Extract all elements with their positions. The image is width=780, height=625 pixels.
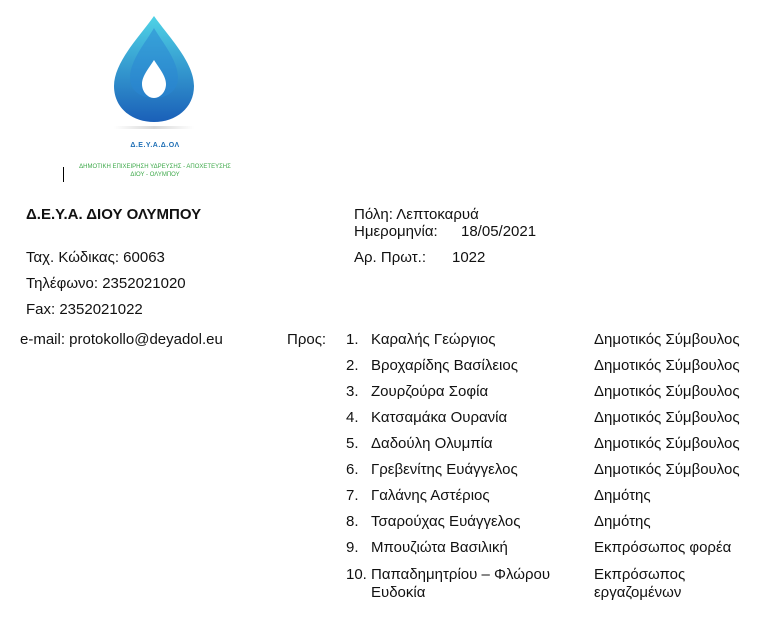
logo-subtitle-line1: ΔΗΜΟΤΙΚΗ ΕΠΙΧΕΙΡΗΣΗ ΥΔΡΕΥΣΗΣ - ΑΠΟΧΕΤΕΥΣΗΣ: [79, 164, 231, 170]
org-name: Δ.Ε.Υ.Α. ΔΙΟΥ ΟΛΥΜΠΟΥ: [26, 206, 202, 223]
recipient-role: Δημοτικός Σύμβουλος: [594, 409, 740, 426]
fax-number: Fax: 2352021022: [26, 301, 143, 318]
protocol-value: 1022: [452, 249, 486, 266]
recipient-name: Βροχαρίδης Βασίλειος: [371, 357, 518, 374]
recipient-role: Δημοτικός Σύμβουλος: [594, 357, 740, 374]
recipient-role: Εκπρόσωπος φορέα: [594, 539, 732, 556]
recipient-number: 3.: [346, 383, 359, 400]
recipient-name: Ζουρζούρα Σοφία: [371, 383, 489, 400]
recipient-role: Δημότης: [594, 487, 651, 504]
email-address: e-mail: protokollo@deyadol.eu: [20, 331, 223, 348]
city: Πόλη: Λεπτοκαρυά: [354, 206, 479, 223]
recipient-role: Δημοτικός Σύμβουλος: [594, 383, 740, 400]
logo-name: Δ.Ε.Υ.Α.Δ.ΟΛ: [130, 142, 180, 149]
logo-subtitle-line2: ΔΙΟΥ - ΟΛΥΜΠΟΥ: [130, 172, 180, 178]
recipient-number: 7.: [346, 487, 359, 504]
recipients-label: Προς:: [287, 331, 327, 348]
recipient-role: Δημοτικός Σύμβουλος: [594, 461, 740, 478]
recipient-number: 9.: [346, 539, 359, 556]
recipient-name: Γαλάνης Αστέριος: [371, 487, 490, 504]
date-value: 18/05/2021: [461, 223, 537, 240]
date-label: Ημερομηνία:: [354, 223, 438, 240]
recipient-role: Δημότης: [594, 513, 651, 530]
recipient-number: 6.: [346, 461, 359, 478]
postal-code: Ταχ. Κώδικας: 60063: [26, 249, 165, 266]
recipient-name-line1: Παπαδημητρίου – Φλώρου: [371, 566, 551, 583]
recipient-number: 4.: [346, 409, 359, 426]
recipient-name-line2: Ευδοκία: [371, 584, 426, 601]
recipient-number: 1.: [346, 331, 359, 348]
recipient-role: Δημοτικός Σύμβουλος: [594, 331, 740, 348]
recipient-number: 10.: [346, 566, 367, 583]
recipient-name: Καραλής Γεώργιος: [371, 331, 496, 348]
recipient-number: 2.: [346, 357, 359, 374]
text-cursor: [63, 167, 64, 182]
recipient-name: Γρεβενίτης Ευάγγελος: [371, 461, 518, 478]
phone-number: Τηλέφωνο: 2352021020: [26, 275, 186, 292]
recipient-role-line1: Εκπρόσωπος: [594, 566, 686, 583]
recipient-number: 8.: [346, 513, 359, 530]
recipient-role-line2: εργαζομένων: [594, 584, 682, 601]
recipient-role: Δημοτικός Σύμβουλος: [594, 435, 740, 452]
recipient-name: Κατσαμάκα Ουρανία: [371, 409, 508, 426]
recipient-number: 5.: [346, 435, 359, 452]
recipient-name: Δαδούλη Ολυμπία: [371, 435, 493, 452]
water-drop-logo-icon: [108, 14, 200, 132]
recipient-name: Μπουζιώτα Βασιλική: [371, 539, 508, 556]
protocol-label: Αρ. Πρωτ.:: [354, 249, 426, 266]
recipient-name: Τσαρούχας Ευάγγελος: [371, 513, 521, 530]
